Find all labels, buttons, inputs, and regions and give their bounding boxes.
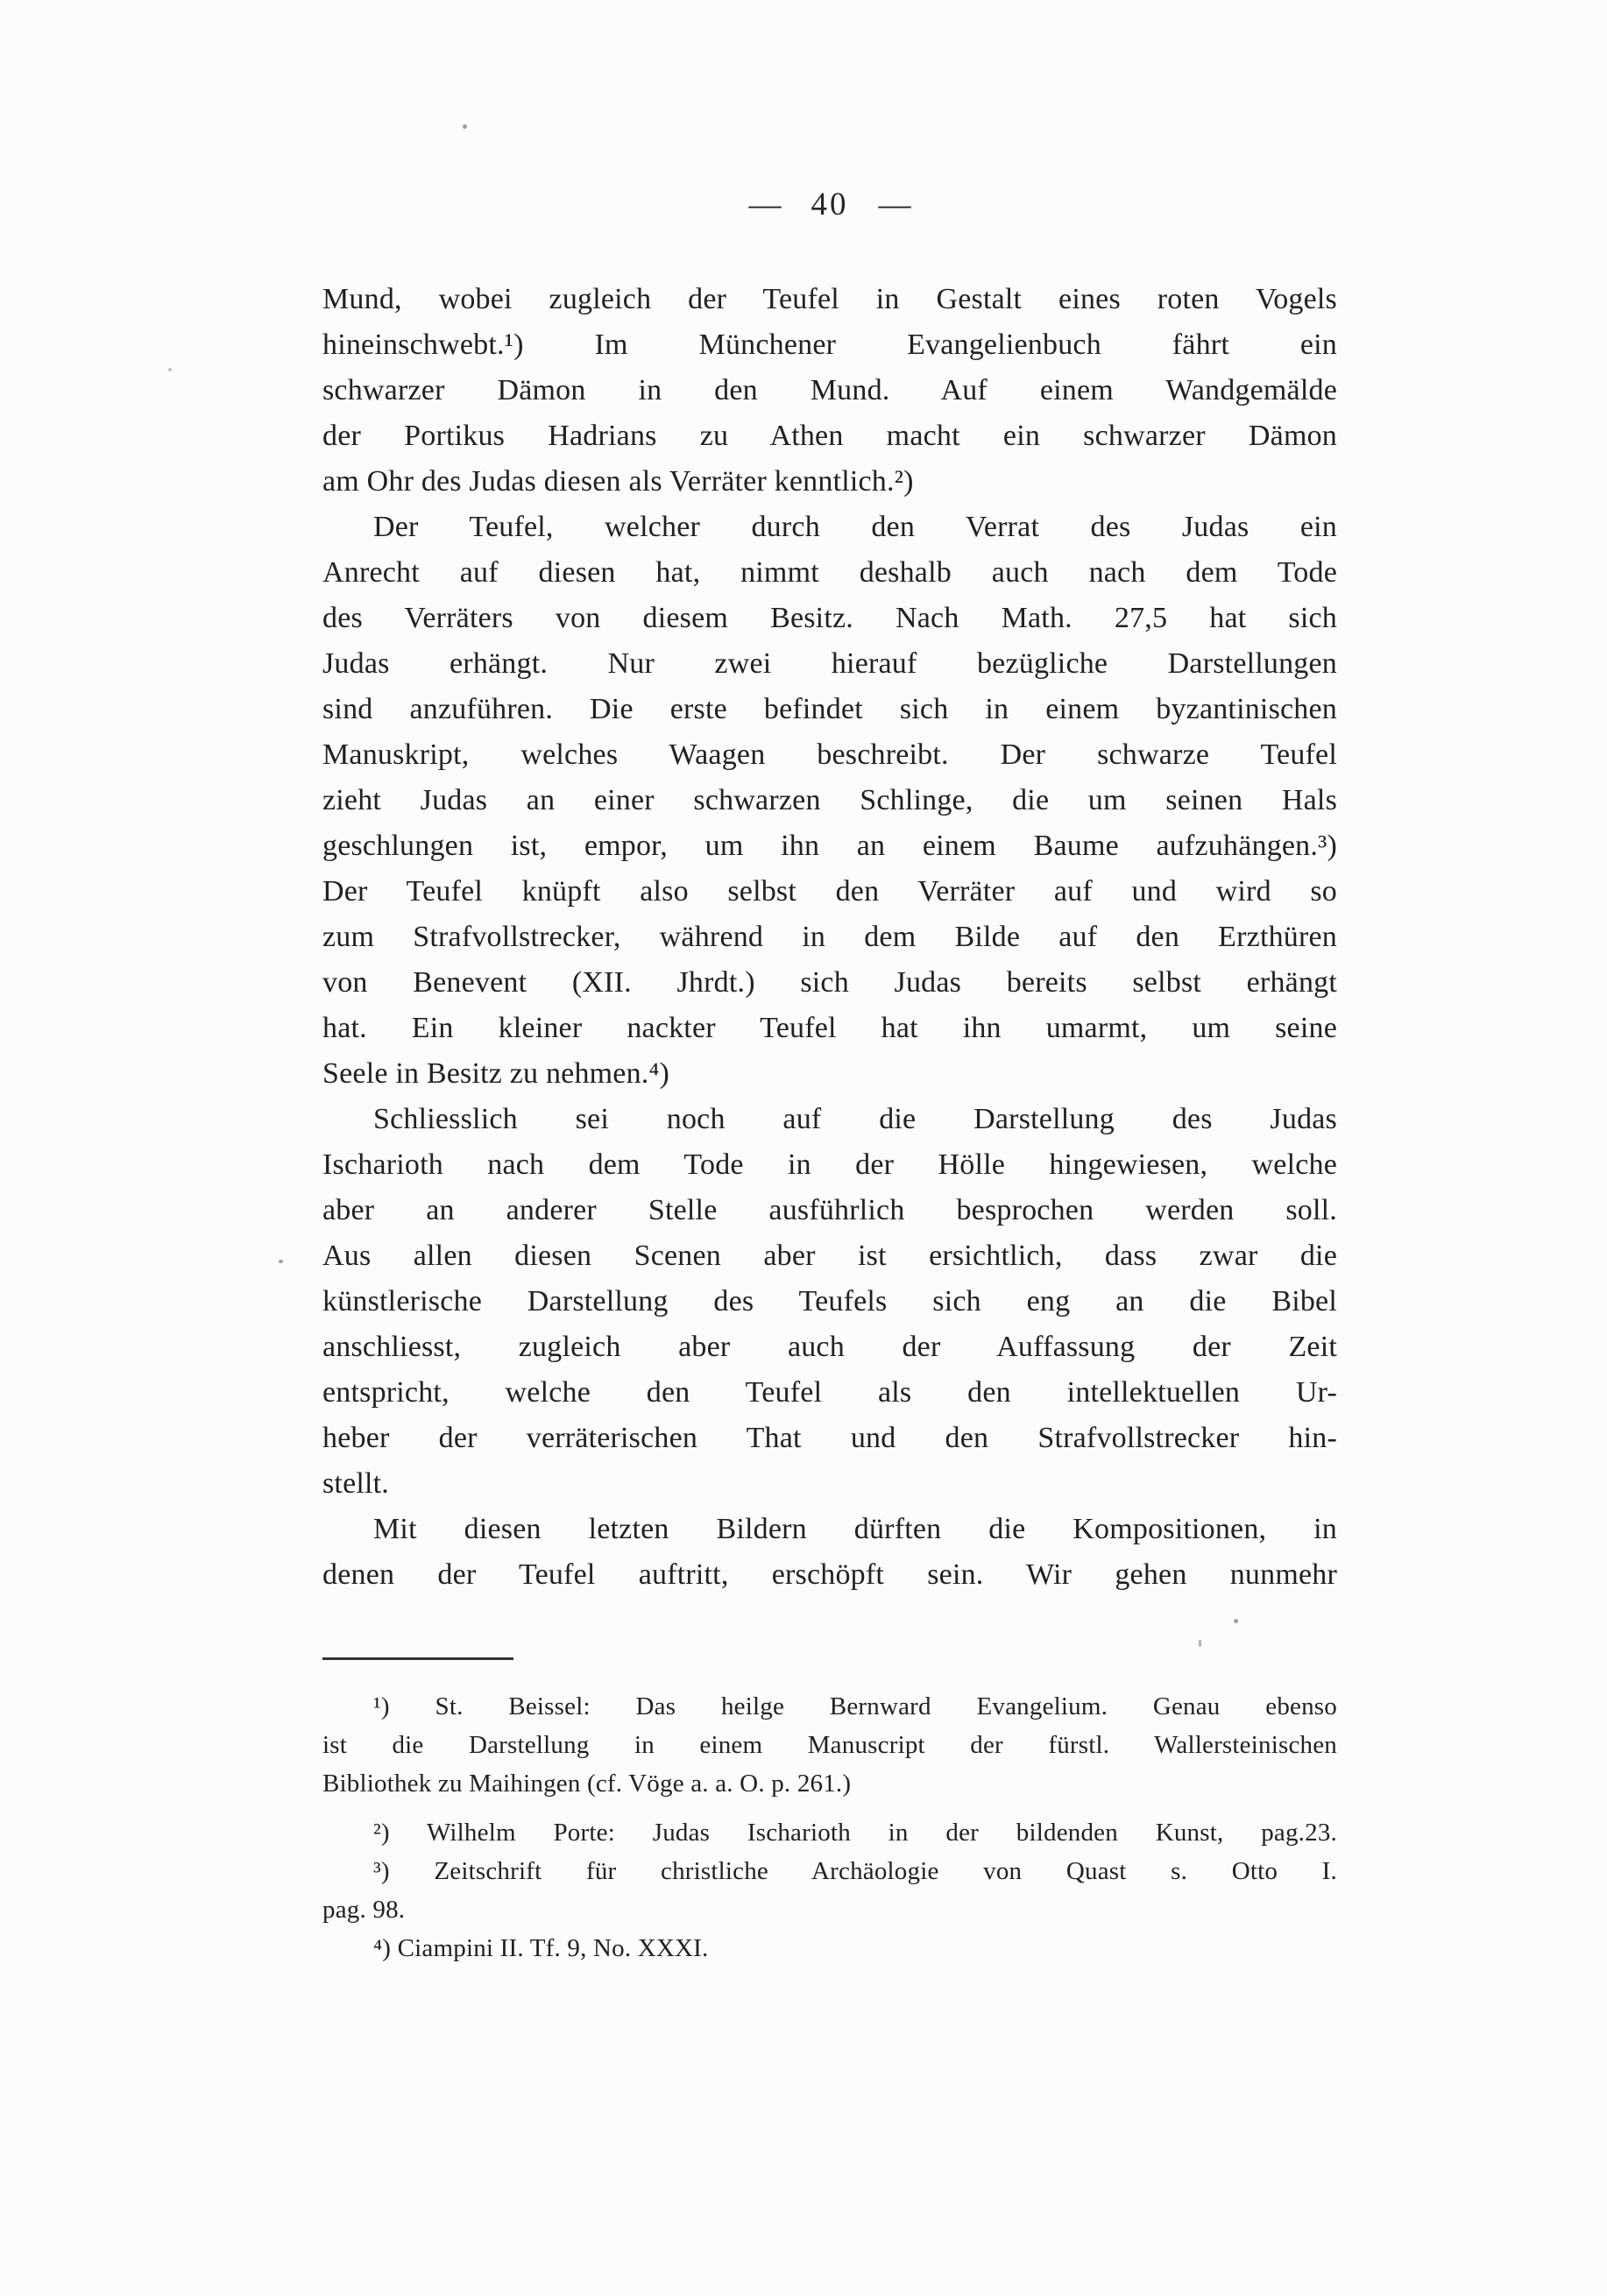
text-line: Bibliothek zu Maihingen (cf. Vöge a. a. O. p. 261.): [322, 1770, 852, 1798]
text-line: Aus allen diesen Scenen aber ist ersichtlich, dass zwar die: [322, 1240, 1337, 1272]
text-line: ⁴) Ciampini II. Tf. 9, No. XXXI.: [373, 1934, 709, 1962]
text-line: ¹) St. Beissel: Das heilge Bernward Evangelium. Genau ebenso: [373, 1692, 1337, 1720]
footnote-rule: [322, 1657, 513, 1660]
paragraph-4: [322, 1507, 1337, 1598]
body-text: [322, 277, 1337, 1598]
text-line: Mit diesen letzten Bildern dürften die Kompositionen, in: [373, 1513, 1337, 1545]
page-number-dash-left: —: [748, 187, 782, 223]
text-line: Der Teufel, welcher durch den Verrat des Judas ein: [373, 511, 1337, 543]
text-line: Manuskript, welches Waagen beschreibt. Der schwarze Teufel: [322, 738, 1337, 771]
text-line: stellt.: [322, 1467, 390, 1500]
paragraph-3: [322, 1097, 1337, 1507]
page-number-dash-right: —: [878, 187, 911, 223]
text-line: geschlungen ist, empor, um ihn an einem Baume aufzuhängen.³): [322, 830, 1337, 862]
scan-speck: [463, 124, 467, 129]
footnotes: [322, 1687, 1337, 1967]
footnote-2: [322, 1813, 1337, 1852]
text-line: der Portikus Hadrians zu Athen macht ein schwarzer Dämon: [322, 420, 1337, 452]
text-line: denen der Teufel auftritt, erschöpft sein. Wir gehen nunmehr: [322, 1558, 1337, 1591]
page-number: [322, 186, 1337, 223]
text-line: ³) Zeitschrift für christliche Archäologie von Quast s. Otto I.: [373, 1857, 1337, 1885]
text-line: heber der verräterischen That und den Strafvollstrecker hin-: [322, 1422, 1337, 1454]
scan-speck: [279, 1260, 283, 1263]
text-line: Judas erhängt. Nur zwei hierauf bezügliche Darstellungen: [322, 647, 1337, 680]
paragraph-2: [322, 505, 1337, 1097]
text-line: Der Teufel knüpft also selbst den Verräter auf und wird so: [322, 875, 1337, 908]
text-line: anschliesst, zugleich aber auch der Auffassung der Zeit: [322, 1331, 1337, 1363]
text-line: künstlerische Darstellung des Teufels sich eng an die Bibel: [322, 1285, 1337, 1318]
text-line: des Verräters von diesem Besitz. Nach Math. 27,5 hat sich: [322, 602, 1337, 634]
text-line: Seele in Besitz zu nehmen.⁴): [322, 1057, 670, 1090]
text-line: entspricht, welche den Teufel als den intellektuellen Ur-: [322, 1376, 1337, 1409]
text-line: hat. Ein kleiner nackter Teufel hat ihn umarmt, um seine: [322, 1012, 1337, 1044]
footnote-4: [322, 1929, 1337, 1967]
text-line: zieht Judas an einer schwarzen Schlinge, die um seinen Hals: [322, 784, 1337, 816]
text-line: Mund, wobei zugleich der Teufel in Gestalt eines roten Vogels: [322, 283, 1337, 315]
footnote-1: [322, 1687, 1337, 1803]
text-line: ²) Wilhelm Porte: Judas Ischarioth in der bildenden Kunst, pag.23.: [373, 1819, 1337, 1847]
scan-speck: [1234, 1619, 1238, 1623]
text-line: zum Strafvollstrecker, während in dem Bilde auf den Erzthüren: [322, 921, 1337, 953]
text-line: aber an anderer Stelle ausführlich besprochen werden soll.: [322, 1194, 1337, 1226]
scan-speck: [1199, 1640, 1201, 1647]
text-line: ist die Darstellung in einem Manuscript der fürstl. Wallersteinischen: [322, 1731, 1337, 1759]
text-line: am Ohr des Judas diesen als Verräter kenntlich.²): [322, 465, 914, 498]
text-line: sind anzuführen. Die erste befindet sich in einem byzantinischen: [322, 693, 1337, 725]
scan-speck: [168, 368, 172, 371]
text-line: Schliesslich sei noch auf die Darstellung des Judas: [373, 1103, 1337, 1135]
text-line: Ischarioth nach dem Tode in der Hölle hingewiesen, welche: [322, 1148, 1337, 1181]
footnote-3: [322, 1852, 1337, 1929]
text-line: pag. 98.: [322, 1896, 406, 1924]
text-line: schwarzer Dämon in den Mund. Auf einem Wandgemälde: [322, 374, 1337, 406]
text-line: Anrecht auf diesen hat, nimmt deshalb auch nach dem Tode: [322, 556, 1337, 589]
text-line: von Benevent (XII. Jhrdt.) sich Judas bereits selbst erhängt: [322, 966, 1337, 999]
text-line: hineinschwebt.¹) Im Münchener Evangelienbuch fährt ein: [322, 329, 1337, 361]
page-number-value: 40: [811, 187, 849, 223]
paragraph-1: [322, 277, 1337, 505]
